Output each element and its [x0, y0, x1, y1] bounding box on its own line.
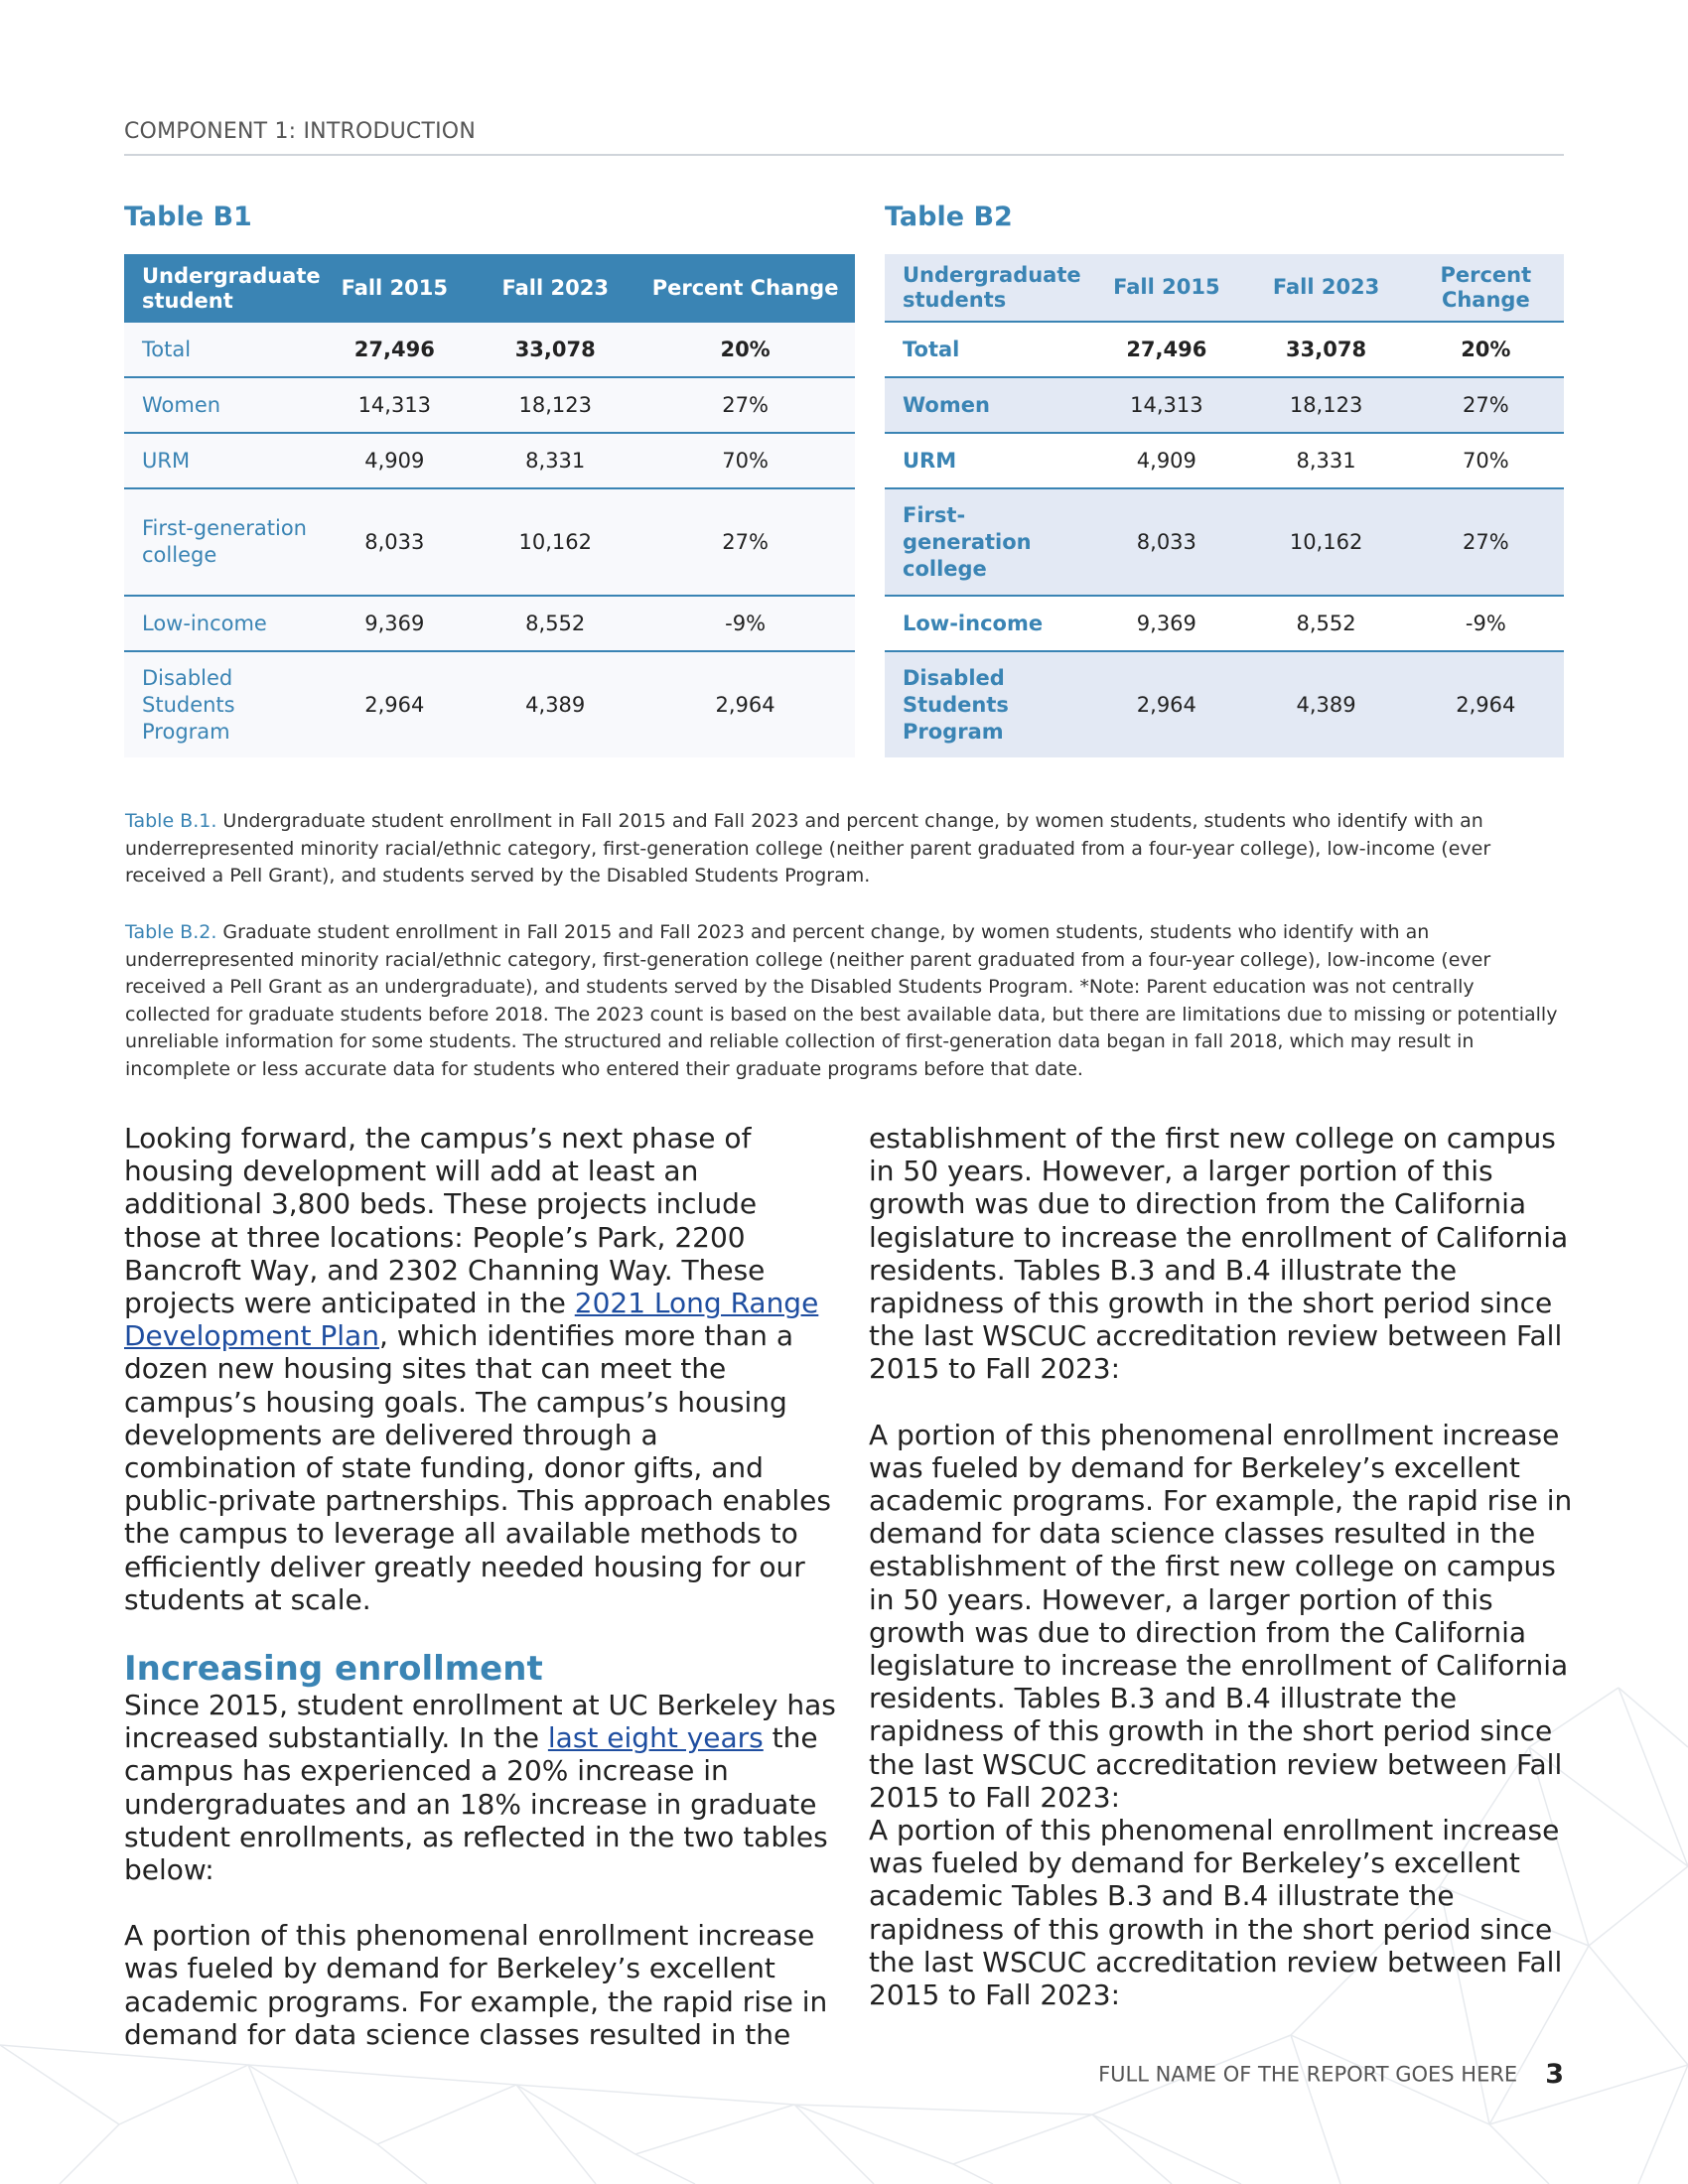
cell-fall-2015: 9,369: [1088, 596, 1244, 651]
table-b1: [124, 254, 855, 757]
body-paragraph: establishment of the first new college on campus in 50 years. However, a larger portion of this growth was due to direction from the California legislature to increase the enrollment of California residents. Tables B.3 and B.4 illustrate the rapidness of this growth in the short period since the last WSCUC accreditation review between Fall 2015 to Fall 2023:: [869, 1122, 1569, 1386]
page-number: 3: [1545, 2059, 1564, 2090]
body-column-right: [869, 1122, 1574, 2011]
table-b1-col-header: Fall 2023: [475, 254, 635, 323]
body-paragraph: [124, 1122, 839, 1616]
table-row: [124, 651, 855, 757]
cell-fall-2015: 27,496: [314, 323, 475, 377]
row-label: Women: [124, 377, 314, 433]
table-b2-col-header: Percent Change: [1408, 254, 1564, 322]
cell-fall-2015: 2,964: [1088, 651, 1244, 757]
row-label: Disabled Students Program: [885, 651, 1088, 757]
cell-percent-change: 20%: [1408, 322, 1564, 377]
page-footer: [993, 2059, 1564, 2090]
table-b2-col-header: Fall 2015: [1088, 254, 1244, 322]
cell-fall-2023: 8,552: [1245, 596, 1408, 651]
table-b2-col-header: Undergraduate students: [885, 254, 1088, 322]
row-label: Low-income: [124, 596, 314, 651]
caption-text: Undergraduate student enrollment in Fall 2015 and Fall 2023 and percent change, by women students, students who identify with an underrepresented minority racial/ethnic category, first-generation college (neither parent graduated from a four-year college), low-income (ever received a Pell Grant), and students served by the Disabled Students Program.: [125, 810, 1491, 887]
cell-fall-2015: 8,033: [314, 488, 475, 596]
row-label: Low-income: [885, 596, 1088, 651]
table-row: [124, 596, 855, 651]
table-row: [885, 377, 1564, 433]
cell-fall-2023: 18,123: [475, 377, 635, 433]
cell-percent-change: 70%: [1408, 433, 1564, 488]
row-label: URM: [124, 433, 314, 488]
paragraph-text: Looking forward, the campus’s next phase of housing development will add at least an additional 3,800 beds. These projects include those at three locations: People’s Park, 2200 Bancroft Way, and 2302 Channing Way. These projects were anticipated in the: [124, 1122, 766, 1320]
table-row: [885, 488, 1564, 596]
table-row: [124, 323, 855, 377]
table-b2: [885, 254, 1564, 757]
body-paragraph: [124, 1689, 839, 1886]
cell-percent-change: 2,964: [1408, 651, 1564, 757]
caption-label: Table B.1.: [125, 810, 217, 832]
table-b2-caption: [125, 919, 1565, 1083]
paragraph-text: , which identifies more than a dozen new housing sites that can meet the campus’s housing goals. The campus’s housing developments are delivered through a combination of state funding, donor gifts, and public-private partnerships. This approach enables the campus to leverage all available methods to efficiently deliver greatly needed housing for our students at scale.: [124, 1319, 831, 1616]
table-row: [124, 433, 855, 488]
cell-fall-2015: 27,496: [1088, 322, 1244, 377]
table-row: [124, 377, 855, 433]
cell-fall-2015: 8,033: [1088, 488, 1244, 596]
row-label: Women: [885, 377, 1088, 433]
section-heading: Increasing enrollment: [124, 1649, 543, 1690]
table-row: [885, 596, 1564, 651]
table-b1-col-header: Fall 2015: [314, 254, 475, 323]
cell-percent-change: 27%: [1408, 377, 1564, 433]
cell-fall-2023: 8,552: [475, 596, 635, 651]
row-label: Total: [124, 323, 314, 377]
cell-fall-2023: 8,331: [475, 433, 635, 488]
body-paragraph: A portion of this phenomenal enrollment increase was fueled by demand for Berkeley’s excellent academic programs. For example, the rapid rise in demand for data science classes resulted in the establishment of the first new college on campus in 50 years. However, a larger portion of this growth was due to direction from the California legislature to increase the enrollment of California residents. Tables B.3 and B.4 illustrate the rapidness of this growth in the short period since the last WSCUC accreditation review between Fall 2015 to Fall 2023:: [869, 1418, 1573, 1814]
caption-label: Table B.2.: [125, 921, 217, 943]
cell-percent-change: 27%: [635, 488, 855, 596]
row-label: First-generation college: [124, 488, 314, 596]
cell-percent-change: 70%: [635, 433, 855, 488]
cell-fall-2015: 4,909: [314, 433, 475, 488]
table-b1-title: Table B1: [124, 202, 252, 232]
table-b1-caption: [125, 808, 1565, 890]
cell-fall-2023: 4,389: [475, 651, 635, 757]
long-range-development-plan-link[interactable]: 2021 Long Range Development Plan: [124, 1287, 819, 1353]
cell-percent-change: 20%: [635, 323, 855, 377]
table-b1-col-header: Percent Change: [635, 254, 855, 323]
last-eight-years-link[interactable]: last eight years: [547, 1721, 764, 1755]
cell-percent-change: 2,964: [635, 651, 855, 757]
cell-fall-2015: 4,909: [1088, 433, 1244, 488]
body-paragraph: A portion of this phenomenal enrollment increase was fueled by demand for Berkeley’s excellent academic Tables B.3 and B.4 illustrate the rapidness of this growth in the short period since the last WSCUC accreditation review between Fall 2015 to Fall 2023:: [869, 1814, 1563, 2012]
cell-fall-2023: 18,123: [1245, 377, 1408, 433]
cell-fall-2015: 14,313: [314, 377, 475, 433]
table-b2-block: [885, 202, 1564, 757]
cell-percent-change: 27%: [635, 377, 855, 433]
row-label: First-generation college: [885, 488, 1088, 596]
table-b1-header-row: [124, 254, 855, 323]
body-column-left: [124, 1122, 839, 2051]
table-row: [885, 651, 1564, 757]
cell-percent-change: -9%: [635, 596, 855, 651]
cell-fall-2023: 4,389: [1245, 651, 1408, 757]
cell-fall-2015: 2,964: [314, 651, 475, 757]
cell-fall-2023: 10,162: [475, 488, 635, 596]
body-paragraph: A portion of this phenomenal enrollment increase was fueled by demand for Berkeley’s excellent academic programs. For example, the rapid rise in demand for data science classes resulted in the: [124, 1919, 828, 2051]
table-b1-col-header: Undergraduate student: [124, 254, 314, 323]
table-row: [124, 488, 855, 596]
table-b2-header-row: [885, 254, 1564, 322]
paragraph-text: Since 2015, student enrollment at UC Berkeley has increased substantially. In the: [124, 1689, 836, 1755]
row-label: Disabled Students Program: [124, 651, 314, 757]
row-label: Total: [885, 322, 1088, 377]
running-head: COMPONENT 1: INTRODUCTION: [124, 119, 1564, 156]
cell-fall-2015: 14,313: [1088, 377, 1244, 433]
cell-percent-change: -9%: [1408, 596, 1564, 651]
table-b2-col-header: Fall 2023: [1245, 254, 1408, 322]
table-row: [885, 322, 1564, 377]
cell-fall-2023: 8,331: [1245, 433, 1408, 488]
table-row: [885, 433, 1564, 488]
caption-text: Graduate student enrollment in Fall 2015 and Fall 2023 and percent change, by women students, students who identify with an underrepresented minority racial/ethnic category, first-generation college (neither parent graduated from a four-year college), low-income (ever received a Pell Grant as an undergraduate), and students served by the Disabled Students Program. *Note: Parent education was not centrally collected for graduate students before 2018. The 2023 count is based on the best available data, but there are limitations due to missing or potentially unreliable information for some students. The structured and reliable collection of first-generation data began in fall 2018, which may result in incomplete or less accurate data for students who entered their graduate programs before that date.: [125, 921, 1558, 1080]
cell-fall-2023: 33,078: [475, 323, 635, 377]
table-b1-block: [124, 202, 855, 757]
cell-percent-change: 27%: [1408, 488, 1564, 596]
paragraph-text: the campus has experienced a 20% increase in undergraduates and an 18% increase in graduate student enrollments, as reflected in the two tables below:: [124, 1721, 828, 1887]
row-label: URM: [885, 433, 1088, 488]
table-b2-title: Table B2: [885, 202, 1013, 232]
cell-fall-2015: 9,369: [314, 596, 475, 651]
cell-fall-2023: 10,162: [1245, 488, 1408, 596]
cell-fall-2023: 33,078: [1245, 322, 1408, 377]
footer-report-title: FULL NAME OF THE REPORT GOES HERE: [1098, 2062, 1518, 2087]
